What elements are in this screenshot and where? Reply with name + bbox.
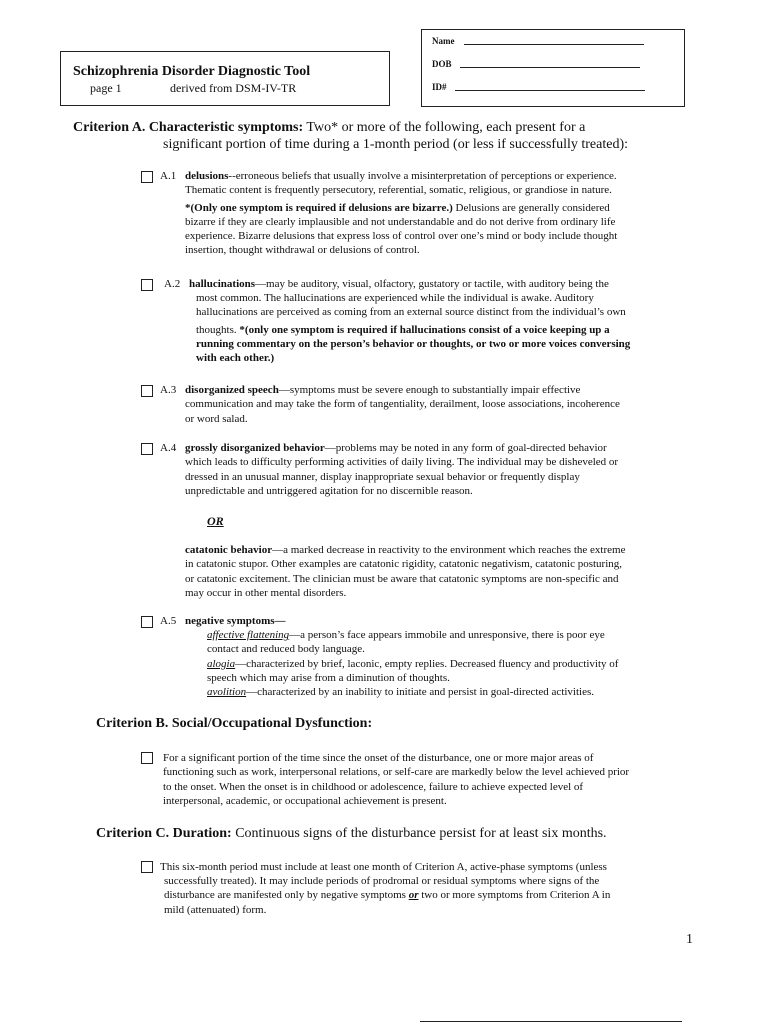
- a3-label: A.3: [160, 384, 177, 396]
- a1-line4: bizarre if they are clearly implausible and not understandable and do not derive from ordinary life: [185, 215, 616, 228]
- b-line2: functioning such as work, interpersonal relations, or self-care are markedly below the level achieved prior: [163, 766, 630, 779]
- a1-line6: insertion, thought withdrawal or delusions of control.: [185, 244, 420, 257]
- a1-line3: Delusions are generally considered: [452, 201, 610, 214]
- a4-line2: which leads to difficulty performing activities of daily living. The individual may be disheveled or: [185, 456, 619, 469]
- a2-note1: *(only one symptom is required if hallucinations consist of a voice keeping up a: [239, 323, 610, 336]
- document-title: Schizophrenia Disorder Diagnostic Tool: [73, 64, 311, 79]
- a5-t2b: speech which may arise from a diminution of thoughts.: [207, 671, 450, 684]
- b-line3: to the onset. When the onset is in childhood or adolescence, failure to achieve expected level of: [163, 780, 584, 793]
- criterion-a-title: Criterion A. Characteristic symptoms:: [73, 120, 304, 135]
- a3-line2: communication and may take the form of tangentiality, derailment, loose associations, incoherence: [185, 398, 620, 411]
- a2-note2: running commentary on the person’s behavior or thoughts, or two or more voices conversing: [196, 337, 631, 350]
- a5-t3a: —characterized by an inability to initiate and persist in goal-directed activities.: [246, 686, 595, 699]
- a5-t1a: —a person’s face appears immobile and unresponsive, there is poor eye: [289, 629, 605, 641]
- a2-body: [196, 291, 716, 365]
- id-field[interactable]: [455, 80, 645, 91]
- a5-body: [207, 628, 717, 699]
- criterion-a-subtext: significant portion of time during a 1-month period (or less if successfully treated):: [163, 137, 628, 152]
- b-text: [163, 751, 703, 808]
- a5-term: negative symptoms—: [185, 615, 286, 627]
- a3-term: disorganized speech: [185, 384, 279, 396]
- a5-t1b: contact and reduced body language.: [207, 643, 365, 656]
- a5-t2a: —characterized by brief, laconic, empty replies. Decreased fluency and productivity of: [235, 657, 619, 670]
- a1-label: A.1: [160, 170, 177, 182]
- a5-term1: affective flattening: [207, 629, 290, 641]
- c-line4: mild (attenuated) form.: [164, 903, 267, 916]
- c-text: [160, 860, 700, 874]
- a2-text: [189, 277, 709, 291]
- b-line4: interpersonal, academic, or occupational achievement is present.: [163, 794, 447, 807]
- c-body: [164, 874, 704, 917]
- footer-rule: [420, 1021, 682, 1022]
- a3-line1: —symptoms must be severe enough to substantially impair effective: [278, 384, 581, 396]
- a2-checkbox[interactable]: [141, 279, 153, 291]
- page-number: 1: [686, 932, 693, 947]
- page-label: page 1: [90, 81, 122, 95]
- a1-text: [185, 169, 715, 258]
- criterion-c-heading: [96, 825, 607, 842]
- a4-line1: —problems may be noted in any form of goal-directed behavior: [324, 442, 607, 454]
- c-line3a: disturbance are manifested only by negative symptoms: [164, 889, 409, 902]
- a5-term2: alogia: [207, 657, 236, 670]
- a5-label: A.5: [160, 615, 177, 627]
- a2-term: hallucinations: [189, 278, 256, 290]
- name-label: Name: [432, 36, 455, 46]
- a5-term3: avolition: [207, 686, 247, 699]
- c-checkbox[interactable]: [141, 861, 153, 873]
- c-line1: This six-month period must include at least one month of Criterion A, active-phase symptoms (unless: [160, 861, 607, 873]
- a1-note: *(Only one symptom is required if delusions are bizarre.): [185, 201, 453, 214]
- c-line2: successfully treated). It may include periods of prodromal or residual symptoms where signs of the: [164, 875, 600, 887]
- a4-cline1: —a marked decrease in reactivity to the environment which reaches the extreme: [272, 544, 626, 556]
- a4-term: grossly disorganized behavior: [185, 442, 325, 454]
- patient-info-box: [421, 29, 685, 107]
- a3-line3: or word salad.: [185, 412, 248, 425]
- criterion-c-text: Continuous signs of the disturbance persist for at least six months.: [231, 826, 607, 841]
- a1-line2: Thematic content is frequently persecutory, referential, somatic, religious, or grandiose in nature.: [185, 184, 612, 197]
- a3-checkbox[interactable]: [141, 385, 153, 397]
- id-label: ID#: [432, 82, 447, 92]
- a2-note3: with each other.): [196, 352, 275, 365]
- dob-field[interactable]: [460, 57, 640, 68]
- a5-checkbox[interactable]: [141, 616, 153, 628]
- a4-catatonic: [185, 543, 715, 600]
- a4-or: OR: [207, 514, 224, 528]
- c-line3b: two or more symptoms from Criterion A in: [418, 889, 611, 902]
- a2-line3: hallucinations are perceived as coming from an external source distinct from the individual’s own: [196, 306, 626, 319]
- a2-line4: thoughts.: [196, 323, 240, 336]
- criterion-a-heading: [73, 119, 585, 136]
- a4-label: A.4: [160, 442, 177, 454]
- a4-cline2: in catatonic stupor. Other examples are catatonic rigidity, catatonic negativism, catatonic posturing,: [185, 558, 623, 571]
- criterion-c-title: Criterion C. Duration:: [96, 826, 232, 841]
- a1-line5: experience. Bizarre delusions that express loss of control over one’s mind or body include thought: [185, 230, 618, 243]
- a2-line1: —may be auditory, visual, olfactory, gustatory or tactile, with auditory being the: [255, 278, 609, 290]
- a4-line3: dressed in an unusual manner, display inappropriate sexual behavior or frequently display: [185, 470, 580, 483]
- criterion-b-heading: Criterion B. Social/Occupational Dysfunction:: [96, 716, 373, 731]
- b-line1: For a significant portion of the time since the onset of the disturbance, one or more major areas of: [163, 752, 594, 764]
- a2-line2: most common. The hallucinations are experienced while the individual is awake. Auditory: [196, 292, 594, 304]
- criterion-a-text: Two* or more of the following, each present for a: [303, 120, 586, 135]
- a4-text: [185, 441, 715, 498]
- a2-label: A.2: [164, 278, 181, 290]
- title-box: [60, 51, 390, 106]
- a4-cline4: may occur in other mental disorders.: [185, 586, 347, 599]
- c-or: or: [408, 889, 419, 902]
- derived-label: derived from DSM-IV-TR: [170, 81, 297, 95]
- name-field[interactable]: [464, 34, 644, 45]
- a4-term2: catatonic behavior: [185, 544, 273, 556]
- a1-line1: --erroneous beliefs that usually involve a misinterpretation of perceptions or experience.: [228, 170, 617, 182]
- dob-label: DOB: [432, 59, 452, 69]
- a1-term: delusions: [185, 170, 229, 182]
- a4-checkbox[interactable]: [141, 443, 153, 455]
- a1-checkbox[interactable]: [141, 171, 153, 183]
- a3-text: [185, 383, 715, 426]
- a4-cline3: or catatonic excitement. The clinician must be aware that catatonic symptoms are non-specific and: [185, 572, 619, 585]
- b-checkbox[interactable]: [141, 752, 153, 764]
- a4-line4: unpredictable and untriggered agitation for no discernible reason.: [185, 484, 473, 497]
